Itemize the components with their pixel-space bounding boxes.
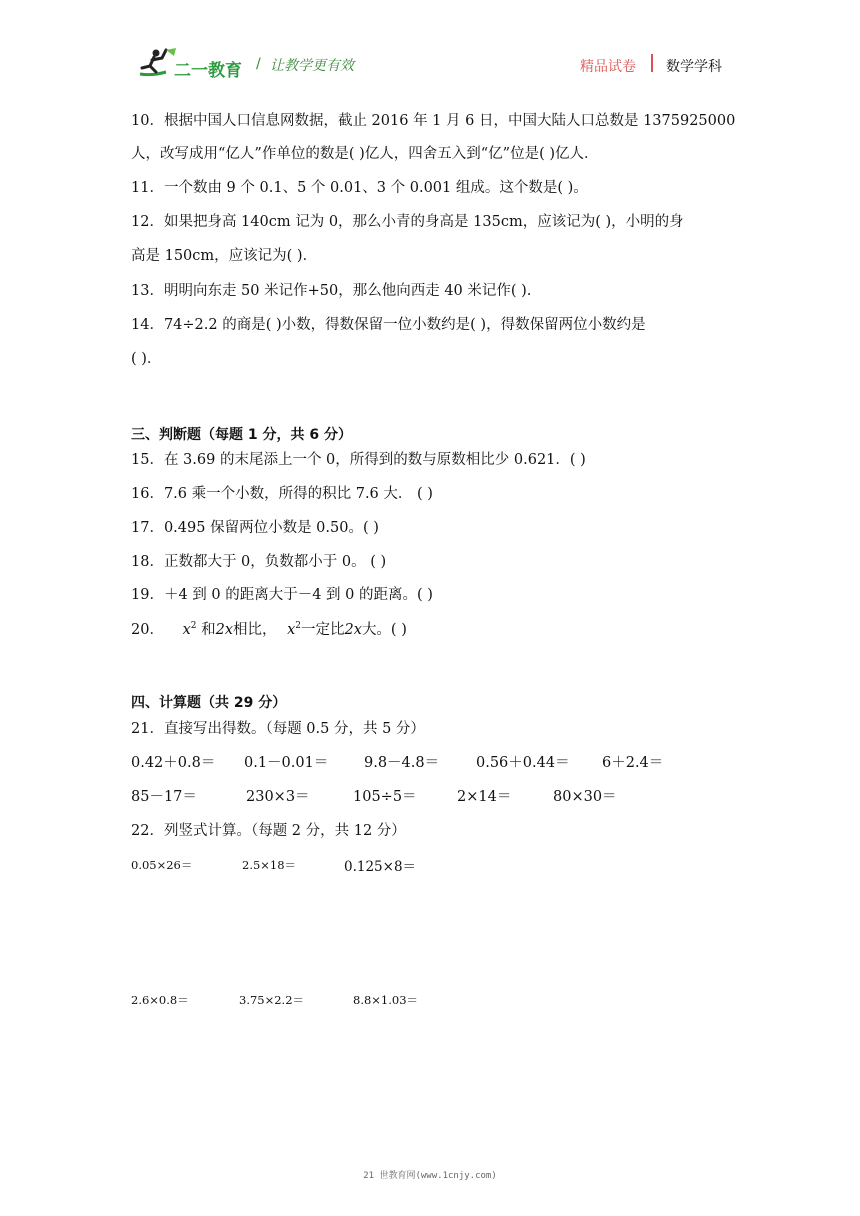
vertical-calc-item: 3.75×2.2＝ — [239, 993, 305, 1007]
vertical-calc-item: 8.8×1.03＝ — [353, 993, 419, 1007]
question-14-line1: 14．74÷2.2 的商是( )小数，得数保留一位小数约是( )，得数保留两位小数约是 — [131, 317, 646, 333]
header-slogan: 让教学更有效 — [270, 58, 354, 74]
header-divider-slash: / — [256, 56, 261, 72]
question-15: 15．在 3.69 的末尾添上一个 0，所得到的数与原数相比少 0.621．( ) — [131, 452, 586, 468]
question-10-line1: 10．根据中国人口信息网数据，截止 2016 年 1 月 6 日，中国大陆人口总数是 1375925000 — [131, 113, 736, 129]
question-18: 18．正数都大于 0，负数都小于 0。 ( ) — [131, 554, 387, 570]
question-12-line1: 12．如果把身高 140cm 记为 0，那么小青的身高是 135cm，应该记为( )，小明的身 — [131, 214, 684, 230]
calc-item: 230×3＝ — [246, 789, 310, 805]
question-11: 11．一个数由 9 个 0.1、5 个 0.01、3 个 0.001 组成。这个数是( )。 — [131, 180, 588, 196]
logo — [136, 46, 248, 80]
question-20: 20． $x^2$ 和2x相比， $x^2$一定比2x大。( ) — [131, 621, 407, 638]
section-3-title: 三、判断题（每题 1 分，共 6 分） — [131, 427, 352, 443]
question-17: 17．0.495 保留两位小数是 0.50。( ) — [131, 520, 379, 536]
page-footer: 21 世教育网(www.1cnjy.com) — [363, 1171, 497, 1181]
question-19: 19．＋4 到 0 的距离大于－4 到 0 的距离。( ) — [131, 587, 433, 603]
vertical-calc-item: 0.125×8＝ — [344, 859, 417, 875]
section-4-title: 四、计算题（共 29 分） — [131, 695, 287, 711]
header-badge-left: 精品试卷 — [580, 59, 636, 75]
vertical-calc-item: 2.6×0.8＝ — [131, 993, 189, 1007]
question-10-line2: 人，改写成用“亿人”作单位的数是( )亿人，四舍五入到“亿”位是( )亿人． — [131, 146, 599, 162]
calc-item: 80×30＝ — [553, 789, 617, 805]
header-badge-separator — [651, 54, 653, 72]
question-14-line2: ( )． — [131, 351, 162, 367]
calc-item: 9.8－4.8＝ — [364, 755, 440, 771]
header-badge-right: 数学学科 — [666, 59, 722, 75]
question-13: 13．明明向东走 50 米记作+50，那么他向西走 40 米记作( ). — [131, 283, 532, 299]
calc-item: 6＋2.4＝ — [602, 755, 664, 771]
calc-item: 2×14＝ — [457, 789, 512, 805]
question-16: 16．7.6 乘一个小数，所得的积比 7.6 大． ( ) — [131, 486, 433, 502]
vertical-calc-item: 0.05×26＝ — [131, 858, 193, 872]
question-21: 21．直接写出得数。（每题 0.5 分，共 5 分） — [131, 721, 425, 737]
calc-item: 105÷5＝ — [353, 789, 417, 805]
calc-item: 85－17＝ — [131, 789, 197, 805]
logo-text: 二一教育 — [174, 61, 242, 81]
calc-item: 0.42＋0.8＝ — [131, 755, 216, 771]
question-12-line2: 高是 150cm，应该记为( )． — [131, 248, 318, 264]
calc-item: 0.1－0.01＝ — [244, 755, 329, 771]
calc-item: 0.56＋0.44＝ — [476, 755, 570, 771]
question-22: 22．列竖式计算。（每题 2 分，共 12 分） — [131, 823, 406, 839]
vertical-calc-item: 2.5×18＝ — [242, 858, 297, 872]
